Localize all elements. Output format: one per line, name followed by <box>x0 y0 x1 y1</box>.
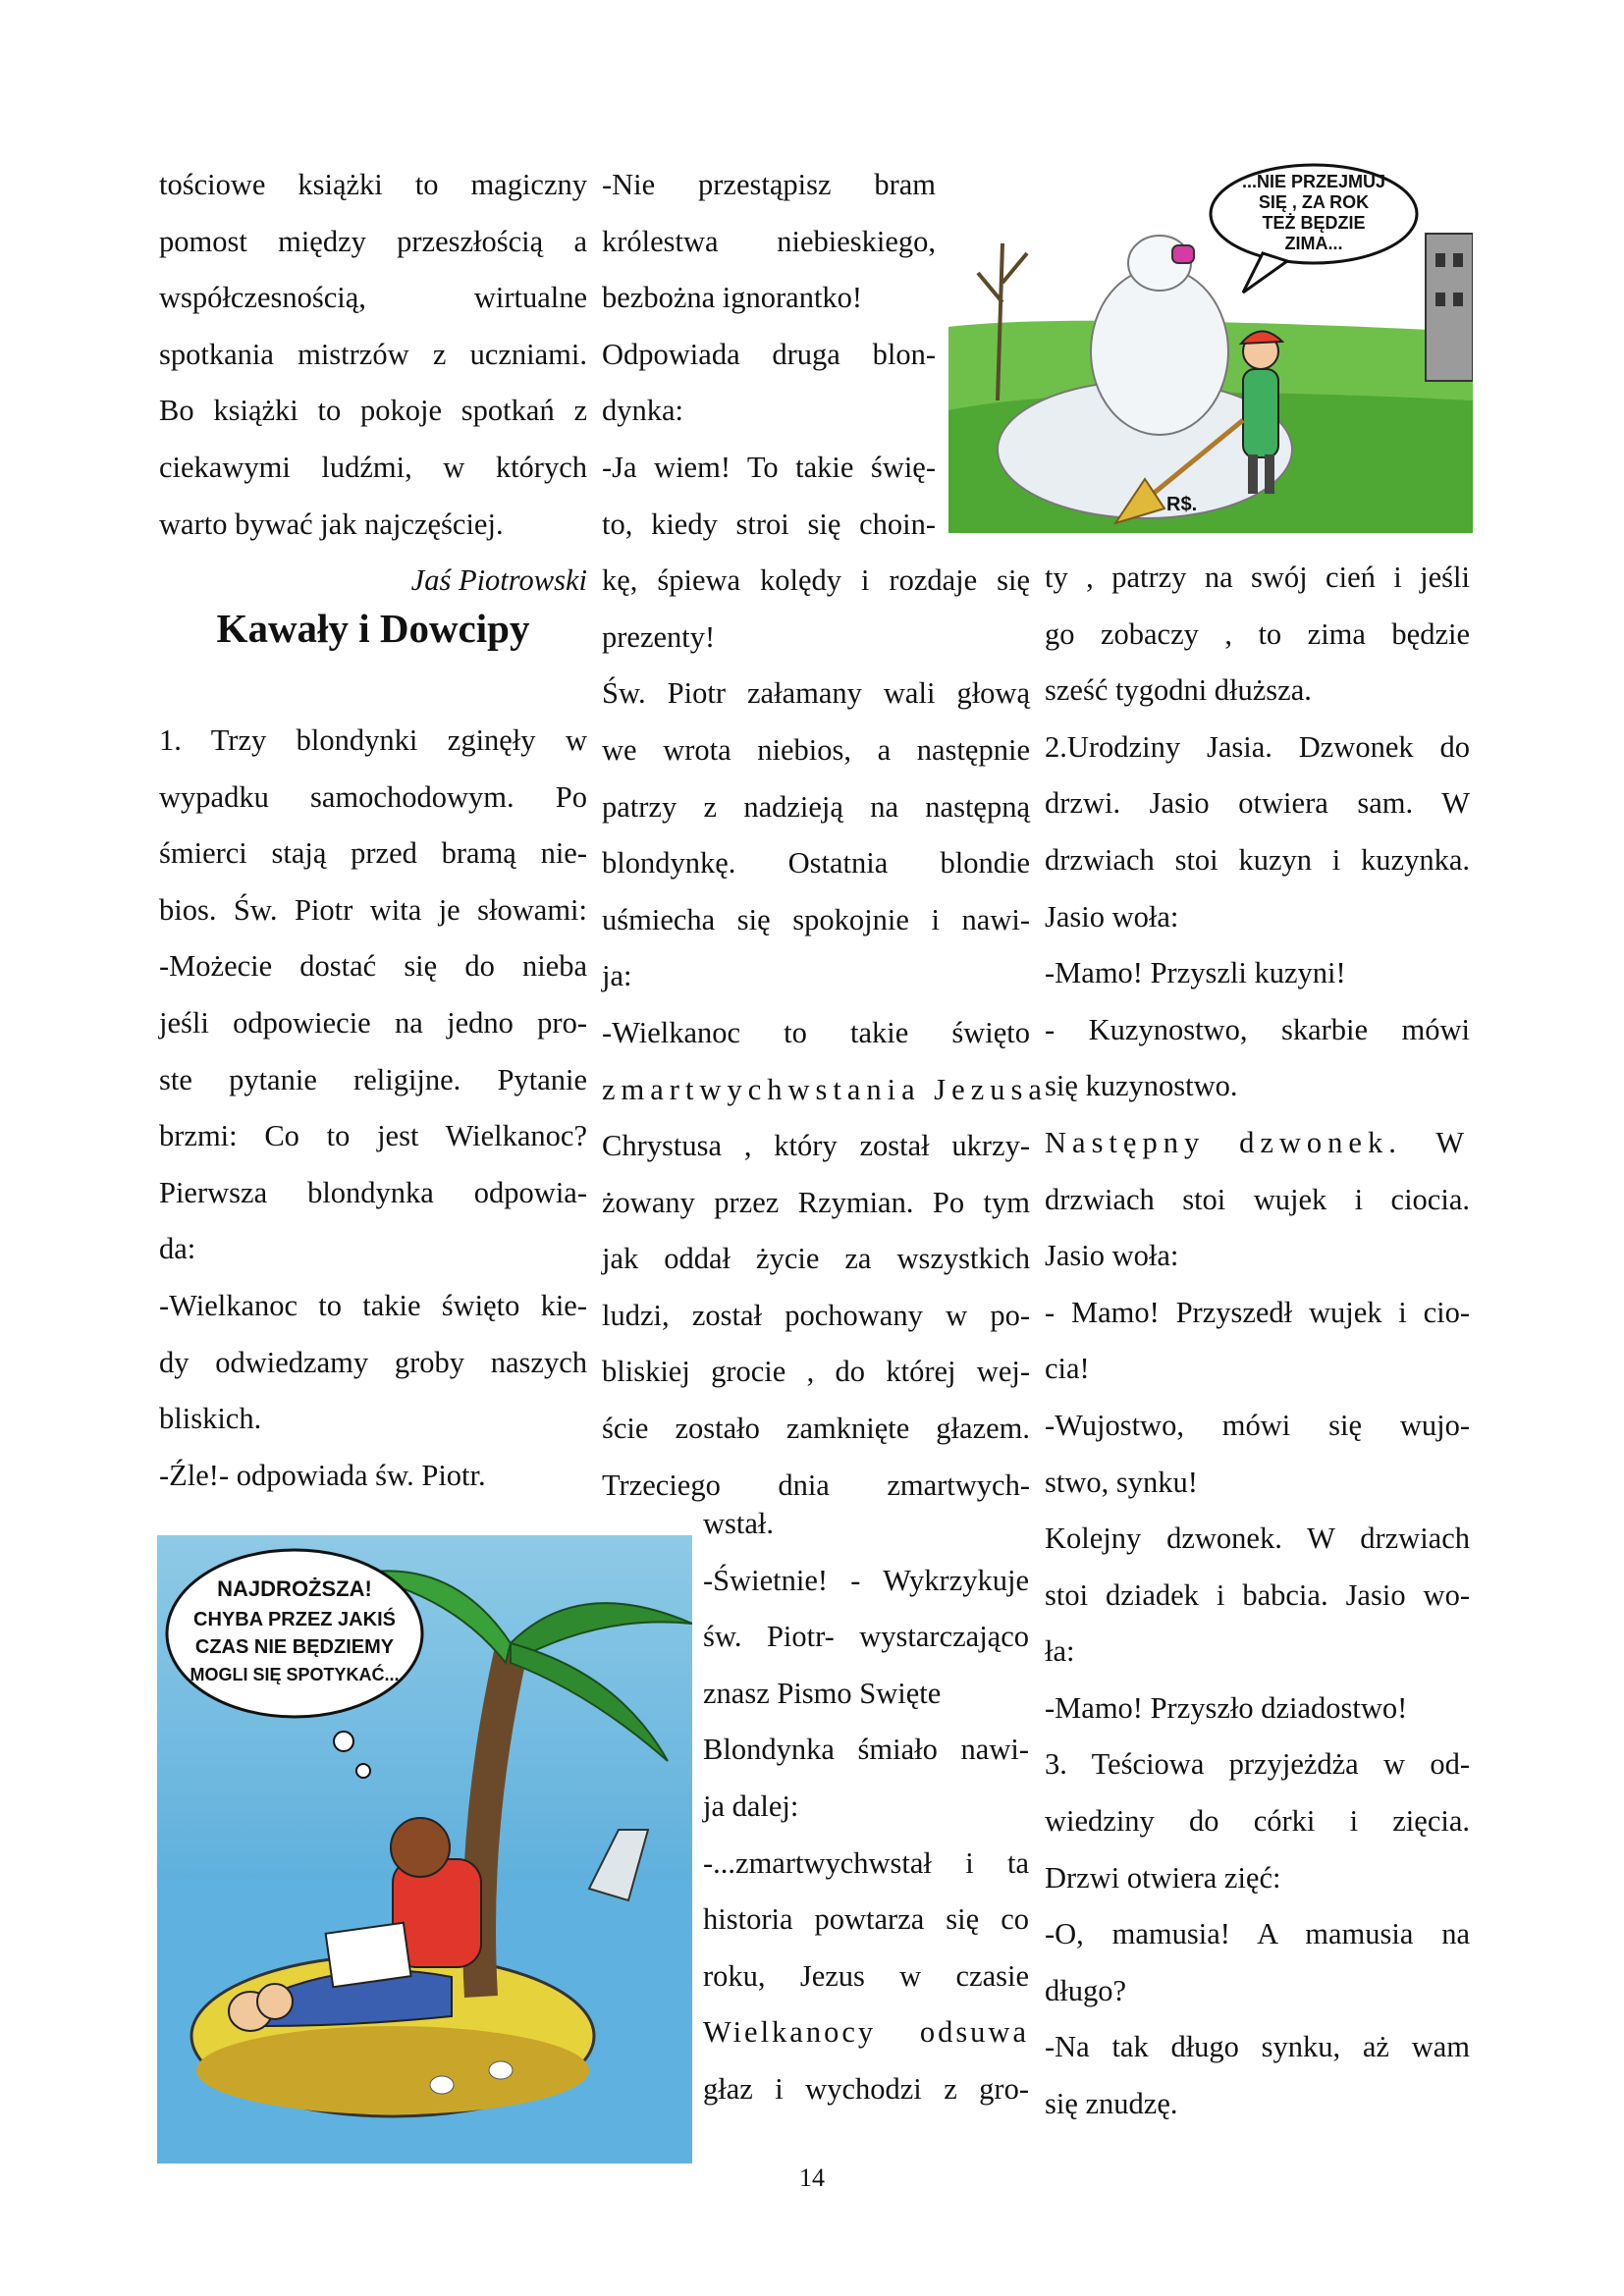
text-line: drzwiach stoi wujek i ciocia. <box>1045 1182 1470 1216</box>
text-line: 3. Teściowa przyjeżdża w od- <box>1045 1747 1470 1782</box>
thought-line: MOGLI SIĘ SPOTYKAĆ... <box>189 1665 400 1684</box>
column-2-bottom <box>703 1496 1029 2118</box>
text-line: roku, Jezus w czasie <box>703 1958 1029 1993</box>
text-line: -Wujostwo, mówi się wujo- <box>1045 1408 1470 1442</box>
text-line: dy odwiedzamy groby naszych <box>159 1345 587 1379</box>
speech-line: TEŻ BĘDZIE <box>1262 213 1366 233</box>
text-line: - Mamo! Przyszedł wujek i cio- <box>1045 1295 1470 1329</box>
text-line: - Kuzynostwo, skarbie mówi <box>1045 1012 1470 1046</box>
thought-line: NAJDROŻSZA! <box>217 1576 372 1601</box>
text-line: ście zostało zamknięte głazem. <box>602 1412 1030 1446</box>
snowman-cartoon <box>948 155 1473 533</box>
text-line: Odpowiada druga blon- <box>602 337 936 371</box>
text-line: Pierwsza blondynka odpowia- <box>159 1175 587 1209</box>
text-line: Chrystusa , który został ukrzy- <box>602 1129 1030 1163</box>
text-line: wypadku samochodowym. Po <box>159 779 587 814</box>
text-line: głaz i wychodzi z gro- <box>703 2071 1029 2106</box>
speech-line: ZIMA... <box>1284 234 1343 253</box>
text-line: 1. Trzy blondynki zginęły w <box>159 723 587 757</box>
text-line: -Ja wiem! To takie świę- <box>602 450 936 484</box>
text-line: św. Piotr- wystarczająco <box>703 1620 1029 1654</box>
text-line: stwo, synku! <box>1045 1465 1198 1499</box>
text-line: -Możecie dostać się do nieba <box>159 949 587 984</box>
text-line: znasz Pismo Swięte <box>703 1676 942 1710</box>
text-line: bliskich. <box>159 1402 262 1436</box>
text-line: -Na tak długo synku, aż wam <box>1045 2030 1470 2064</box>
text-line: blondynkę. Ostatnia blondie <box>602 846 1030 881</box>
column-1-jokes <box>159 713 587 1504</box>
article-author: Jaś Piotrowski <box>410 563 587 598</box>
section-title: Kawały i Dowcipy <box>216 606 530 651</box>
text-line: Następny dzwonek. W <box>1045 1125 1470 1159</box>
text-line: 2.Urodziny Jasia. Dzwonek do <box>1045 729 1470 764</box>
text-line: -Nie przestąpisz bram <box>602 168 936 201</box>
text-line: dynka: <box>602 394 684 428</box>
text-line: drzwiach stoi kuzyn i kuzynka. <box>1045 842 1470 877</box>
text-line: patrzy z nadzieją na następną <box>602 789 1030 824</box>
text-line: jeśli odpowiecie na jedno pro- <box>159 1005 587 1040</box>
text-line: długo? <box>1045 1973 1127 2007</box>
text-line: bezbożna ignorantko! <box>602 281 863 315</box>
text-line: spotkania mistrzów z uczniami. <box>159 337 587 371</box>
text-line: ty , patrzy na swój cień i jeśli <box>1045 561 1470 594</box>
text-line: zmartwychwstania Jezusa <box>602 1072 1048 1106</box>
text-line: Drzwi otwiera zięć: <box>1045 1860 1281 1895</box>
text-line: wstał. <box>703 1507 775 1540</box>
text-line: współczesnością, wirtualne <box>159 281 587 315</box>
thought-line: CHYBA PRZEZ JAKIŚ <box>193 1609 396 1630</box>
text-line: Blondynka śmiało nawi- <box>703 1733 1029 1767</box>
text-line: prezenty! <box>602 619 716 654</box>
text-line: -Źle!- odpowiada św. Piotr. <box>159 1458 486 1492</box>
text-line: ste pytanie religijne. Pytanie <box>159 1062 587 1096</box>
text-line: go zobaczy , to zima będzie <box>1045 616 1470 651</box>
text-line: Jasio woła: <box>1045 899 1179 934</box>
text-line: -Mamo! Przyszło dziadostwo! <box>1045 1690 1408 1725</box>
text-line: kę, śpiewa kolędy i rozdaje się <box>602 563 1030 598</box>
text-line: -Wielkanoc to takie święto <box>602 1015 1030 1049</box>
text-line: -...zmartwychwstał i ta <box>703 1845 1029 1880</box>
text-line: wiedziny do córki i zięcia. <box>1045 1804 1470 1839</box>
thought-line: CZAS NIE BĘDZIEMY <box>194 1636 395 1658</box>
text-line: tościowe książki to magiczny <box>159 168 587 201</box>
text-line: -Świetnie! - Wykrzykuje <box>703 1563 1029 1597</box>
page-number: 14 <box>799 2163 825 2192</box>
text-line: uśmiecha się spokojnie i nawi- <box>602 902 1030 936</box>
text-line: drzwi. Jasio otwiera sam. W <box>1045 786 1470 821</box>
text-line: stoi dziadek i babcia. Jasio wo- <box>1045 1577 1470 1612</box>
column-1 <box>159 157 587 610</box>
column-3 <box>1045 550 1470 2133</box>
speech-line: ...NIE PRZEJMUJ <box>1241 172 1386 191</box>
text-line: się znudzę. <box>1045 2087 1178 2121</box>
text-line: jak oddał życie za wszystkich <box>602 1242 1030 1276</box>
text-line: da: <box>159 1232 196 1266</box>
text-line: we wrota niebios, a następnie <box>602 732 1030 767</box>
text-line: ludzi, został pochowany w po- <box>602 1298 1030 1332</box>
text-line: sześć tygodni dłuższa. <box>1045 673 1312 708</box>
text-line: ciekawymi ludźmi, w których <box>159 450 587 484</box>
text-line: Bo książki to pokoje spotkań z <box>159 394 587 428</box>
snowman-illustration <box>948 155 1473 533</box>
text-line: bliskiej grocie , do której wej- <box>602 1355 1030 1389</box>
text-line: pomost między przeszłością a <box>159 224 587 258</box>
text-line: śmierci stają przed bramą nie- <box>159 836 587 871</box>
text-line: ja: <box>602 959 632 993</box>
text-line: żowany przez Rzymian. Po tym <box>602 1185 1030 1219</box>
castaway-cartoon <box>157 1535 692 2163</box>
text-line: królestwa niebieskiego, <box>602 224 936 258</box>
text-line: ja dalej: <box>703 1789 799 1823</box>
text-line: -Wielkanoc to takie święto kie- <box>159 1288 587 1322</box>
cartoon-signature: R$. <box>1166 494 1198 515</box>
text-line: Wielkanocy odsuwa <box>703 2015 1029 2050</box>
text-line: cia! <box>1045 1352 1090 1386</box>
text-line: historia powtarza się co <box>703 1902 1029 1937</box>
text-line: Kolejny dzwonek. W drzwiach <box>1045 1522 1470 1556</box>
text-line: ła: <box>1045 1634 1075 1669</box>
text-line: -Mamo! Przyszli kuzyni! <box>1045 956 1346 990</box>
text-line: Trzeciego dnia zmartwych- <box>602 1468 1030 1502</box>
text-line: brzmi: Co to jest Wielkanoc? <box>159 1119 587 1153</box>
text-line: Jasio woła: <box>1045 1239 1179 1273</box>
text-line: Św. Piotr załamany wali głową <box>602 676 1030 711</box>
text-line: warto bywać jak najczęściej. <box>159 507 504 541</box>
text-line: się kuzynostwo. <box>1045 1069 1238 1103</box>
text-line: to, kiedy stroi się choin- <box>602 507 936 541</box>
text-line: bios. Św. Piotr wita je słowami: <box>159 892 587 927</box>
text-line: -O, mamusia! A mamusia na <box>1045 1917 1470 1951</box>
speech-line: SIĘ , ZA ROK <box>1258 192 1370 212</box>
castaway-illustration <box>157 1535 692 2163</box>
